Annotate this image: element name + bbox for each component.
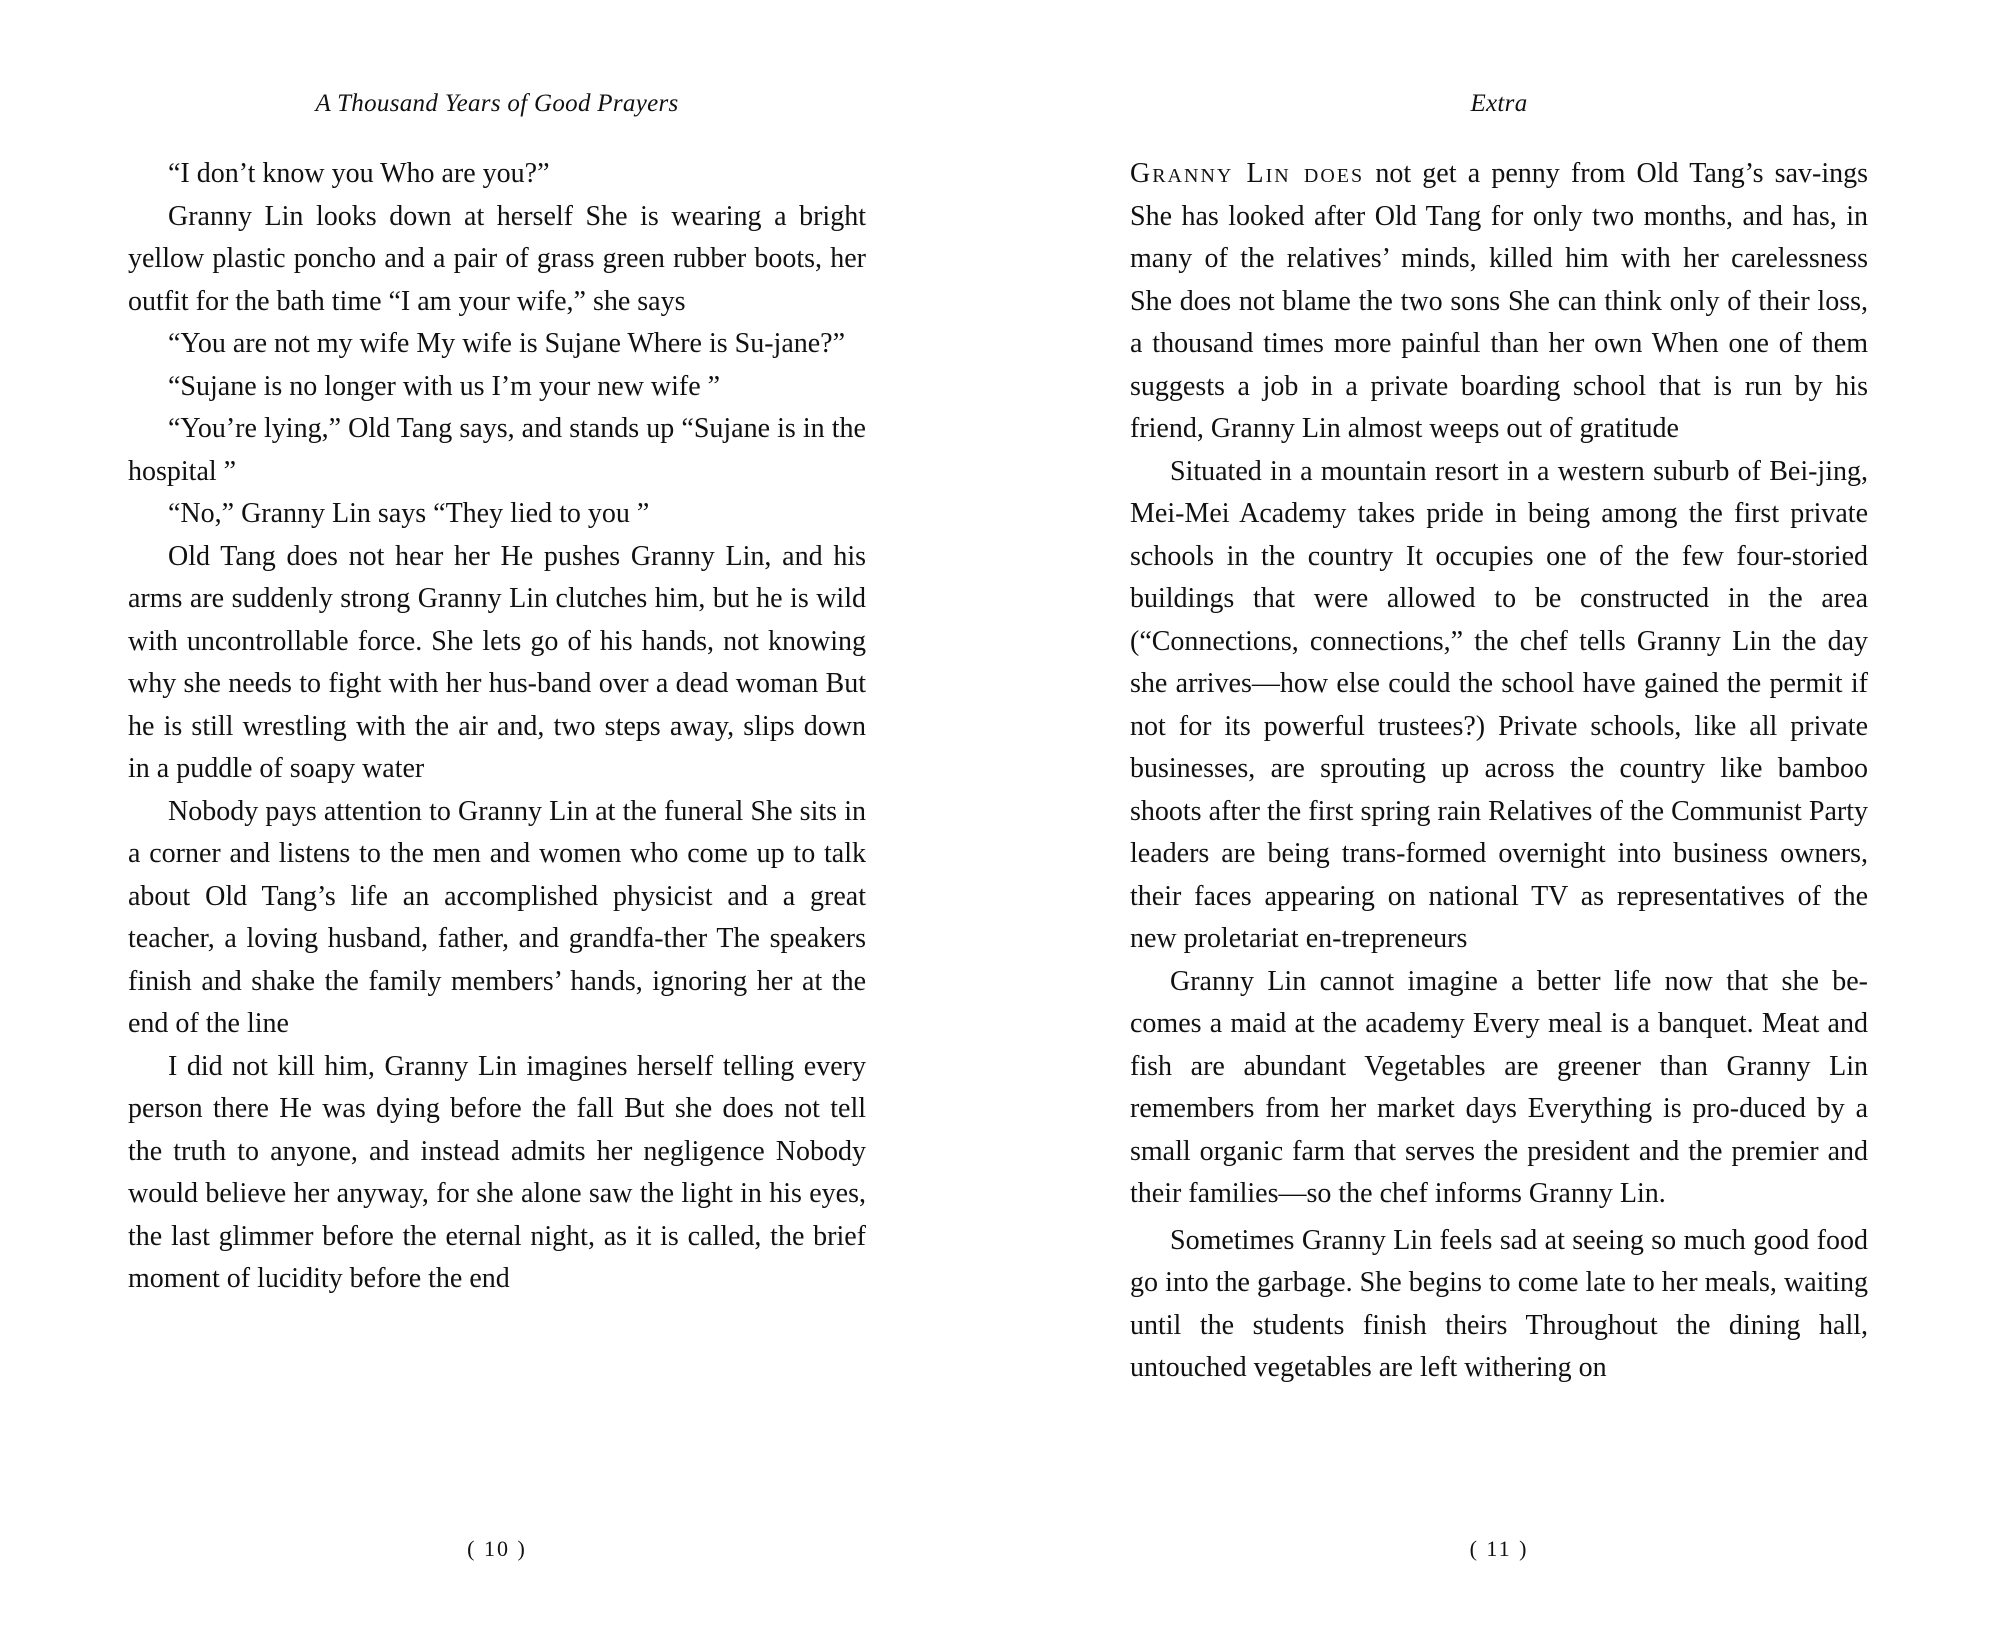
paragraph: “You are not my wife My wife is Sujane Where is Su-jane?” (168, 328, 846, 359)
paragraph: “No,” Granny Lin says “They lied to you ” (168, 498, 650, 529)
paragraph: Situated in a mountain resort in a western suburb of Bei-jing, Mei-Mei Academy takes pride in being among the first private schools in the country It occupies one of the few four-storied buildings that were allowed to be constructed in the area (“Connections, connections,” the chef tells Granny Lin the day she arrives—how else could the school have gained the permit if not for its powerful trustees?) Private schools, like all private businesses, are sprouting up across the country like bamboo shoots after the first spring rain Relatives of the Communist Party leaders are being trans-formed overnight into business owners, their faces appearing on national TV as representatives of the new proletariat en-trepreneurs (1130, 455, 1868, 954)
opening-paragraph (1130, 153, 1868, 451)
paragraph: “Sujane is no longer with us I’m your new wife ” (168, 370, 721, 402)
paragraph: “I don’t know you Who are you?” (168, 158, 550, 189)
page-number: ( 11 ) (1469, 1536, 1529, 1561)
opening-smallcaps: Granny Lin does (1130, 158, 1365, 189)
paragraph: I did not kill him, Granny Lin imagines herself telling every person there He was dying before the fall But she does not tell the truth to anyone, and instead admits her negligence Nobody would believe her anyway, for she alone saw the light in his eyes, the last glimmer before the eternal night, as it is called, the brief moment of lucidity before the end (128, 1050, 866, 1294)
paragraph: Sometimes Granny Lin feels sad at seeing so much good food go into the garbage. She begins to come late to her meals, waiting until the students finish theirs Throughout the dining hall, untouched vegetables are left withering on (1130, 1224, 1868, 1383)
page-number: ( 10 ) (467, 1536, 527, 1561)
right-page (1000, 0, 2000, 1644)
paragraph: Old Tang does not hear her He pushes Granny Lin, and his arms are suddenly strong Granny Lin clutches him, but he is wild with uncontrollable force. She lets go of his hands, not knowing why she needs to fight with her hus-band over a dead woman But he is still wrestling with the air and, two steps away, slips down in a puddle of soapy water (128, 540, 866, 784)
paragraph: Granny Lin looks down at herself She is wearing a bright yellow plastic poncho and a pair of grass green rubber boots, her outfit for the bath time “I am your wife,” she says (128, 200, 866, 317)
running-head-book-title: A Thousand Years of Good Prayers (315, 90, 679, 117)
opening-paragraph-text: not get a penny from Old Tang’s sav-ings She has looked after Old Tang for only two months, and has, in many of the relatives’ minds, killed him with her carelessness She does not blame the two sons She can think only of their loss, a thousand times more painful than her own When one of them suggests a job in a private boarding school that is run by his friend, Granny Lin almost weeps out of gratitude (1130, 158, 1868, 444)
paragraph: “You’re lying,” Old Tang says, and stands up “Sujane is in the hospital ” (128, 413, 866, 487)
right-page-text (1130, 153, 1868, 1390)
left-page-text (128, 153, 866, 1301)
paragraph: Nobody pays attention to Granny Lin at the funeral She sits in a corner and listens to the men and women who come up to talk about Old Tang’s life an accomplished physicist and a great teacher, a loving husband, father, and grandfa-ther The speakers finish and shake the family members’ hands, ignoring her at the end of the line (128, 795, 866, 1039)
running-head-story-title: Extra (1470, 90, 1528, 117)
paragraph: Granny Lin cannot imagine a better life now that she be-comes a maid at the academy Every meal is a banquet. Meat and fish are abundant Vegetables are greener than Granny Lin remembers from her market days Everything is pro-duced by a small organic farm that serves the president and the premier and their families—so the chef informs Granny Lin. (1130, 965, 1868, 1209)
